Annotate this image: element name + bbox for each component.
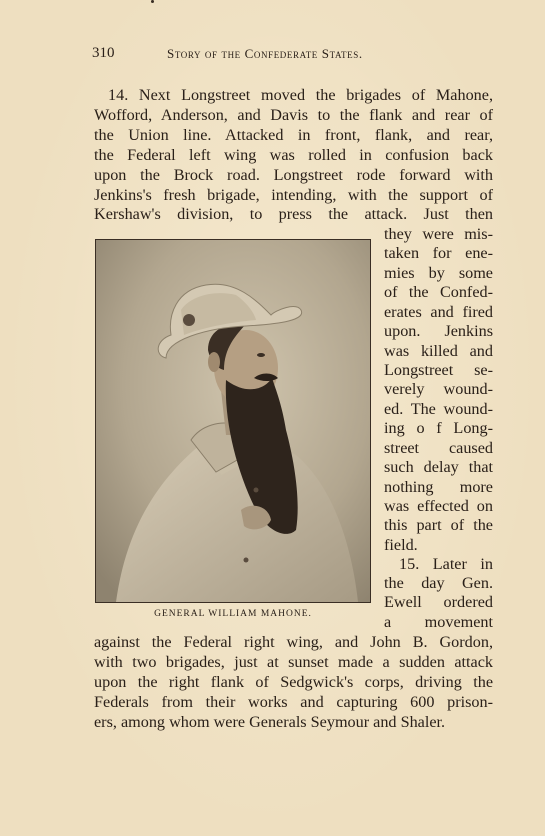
text-line: they were mis- [384,225,493,243]
text-line: erates and fired [384,303,493,321]
text-line: street caused [384,439,493,457]
text-line: the Union line. Attacked in front, flank, and rear, [94,126,493,144]
text-line: the Federal left wing was rolled in confusion back [94,146,493,164]
text-line: such delay that [384,458,493,476]
text-line: mies by some [384,264,493,282]
text-line: verely wound- [384,380,493,398]
print-speck [151,0,154,3]
text-line: Jenkins's fresh brigade, intending, with the support of [94,186,493,204]
text-line: upon the right flank of Sedgwick's corps, driving the [94,673,493,691]
text-line: was killed and [384,342,493,360]
text-line: field. [384,536,418,554]
text-line: Ewell ordered [384,593,493,611]
figure-caption: GENERAL WILLIAM MAHONE. [154,609,312,619]
text-line: Kershaw's division, to press the attack. Just then [94,205,493,223]
text-line: 15. Later in [399,555,493,573]
text-line: of the Confed- [384,283,493,301]
text-line: a movement [384,613,493,631]
text-line: against the Federal right wing, and John B. Gordon, [94,633,493,651]
text-line: Federals from their works and capturing 600 prison- [94,693,493,711]
text-line: Wofford, Anderson, and Davis to the flank and rear of [94,106,493,124]
text-line: upon the Brock road. Longstreet rode forward with [94,166,493,184]
text-line: Longstreet se- [384,361,493,379]
portrait-photograph [95,239,371,603]
running-head: Story of the Confederate States. [167,46,363,61]
text-line: with two brigades, just at sunset made a sudden attack [94,653,493,671]
page-number: 310 [92,45,115,61]
text-line: ing o f Long- [384,419,493,437]
text-line: nothing more [384,478,493,496]
text-line: 14. Next Longstreet moved the brigades of Mahone, [108,86,493,104]
page-header [92,45,422,65]
text-line: the day Gen. [384,574,493,592]
text-line: ers, among whom were Generals Seymour and Shaler. [94,713,446,731]
text-line: taken for ene- [384,244,493,262]
text-line: ed. The wound- [384,400,493,418]
text-line: this part of the [384,516,493,534]
text-line: upon. Jenkins [384,322,493,340]
text-line: was effected on [384,497,493,515]
